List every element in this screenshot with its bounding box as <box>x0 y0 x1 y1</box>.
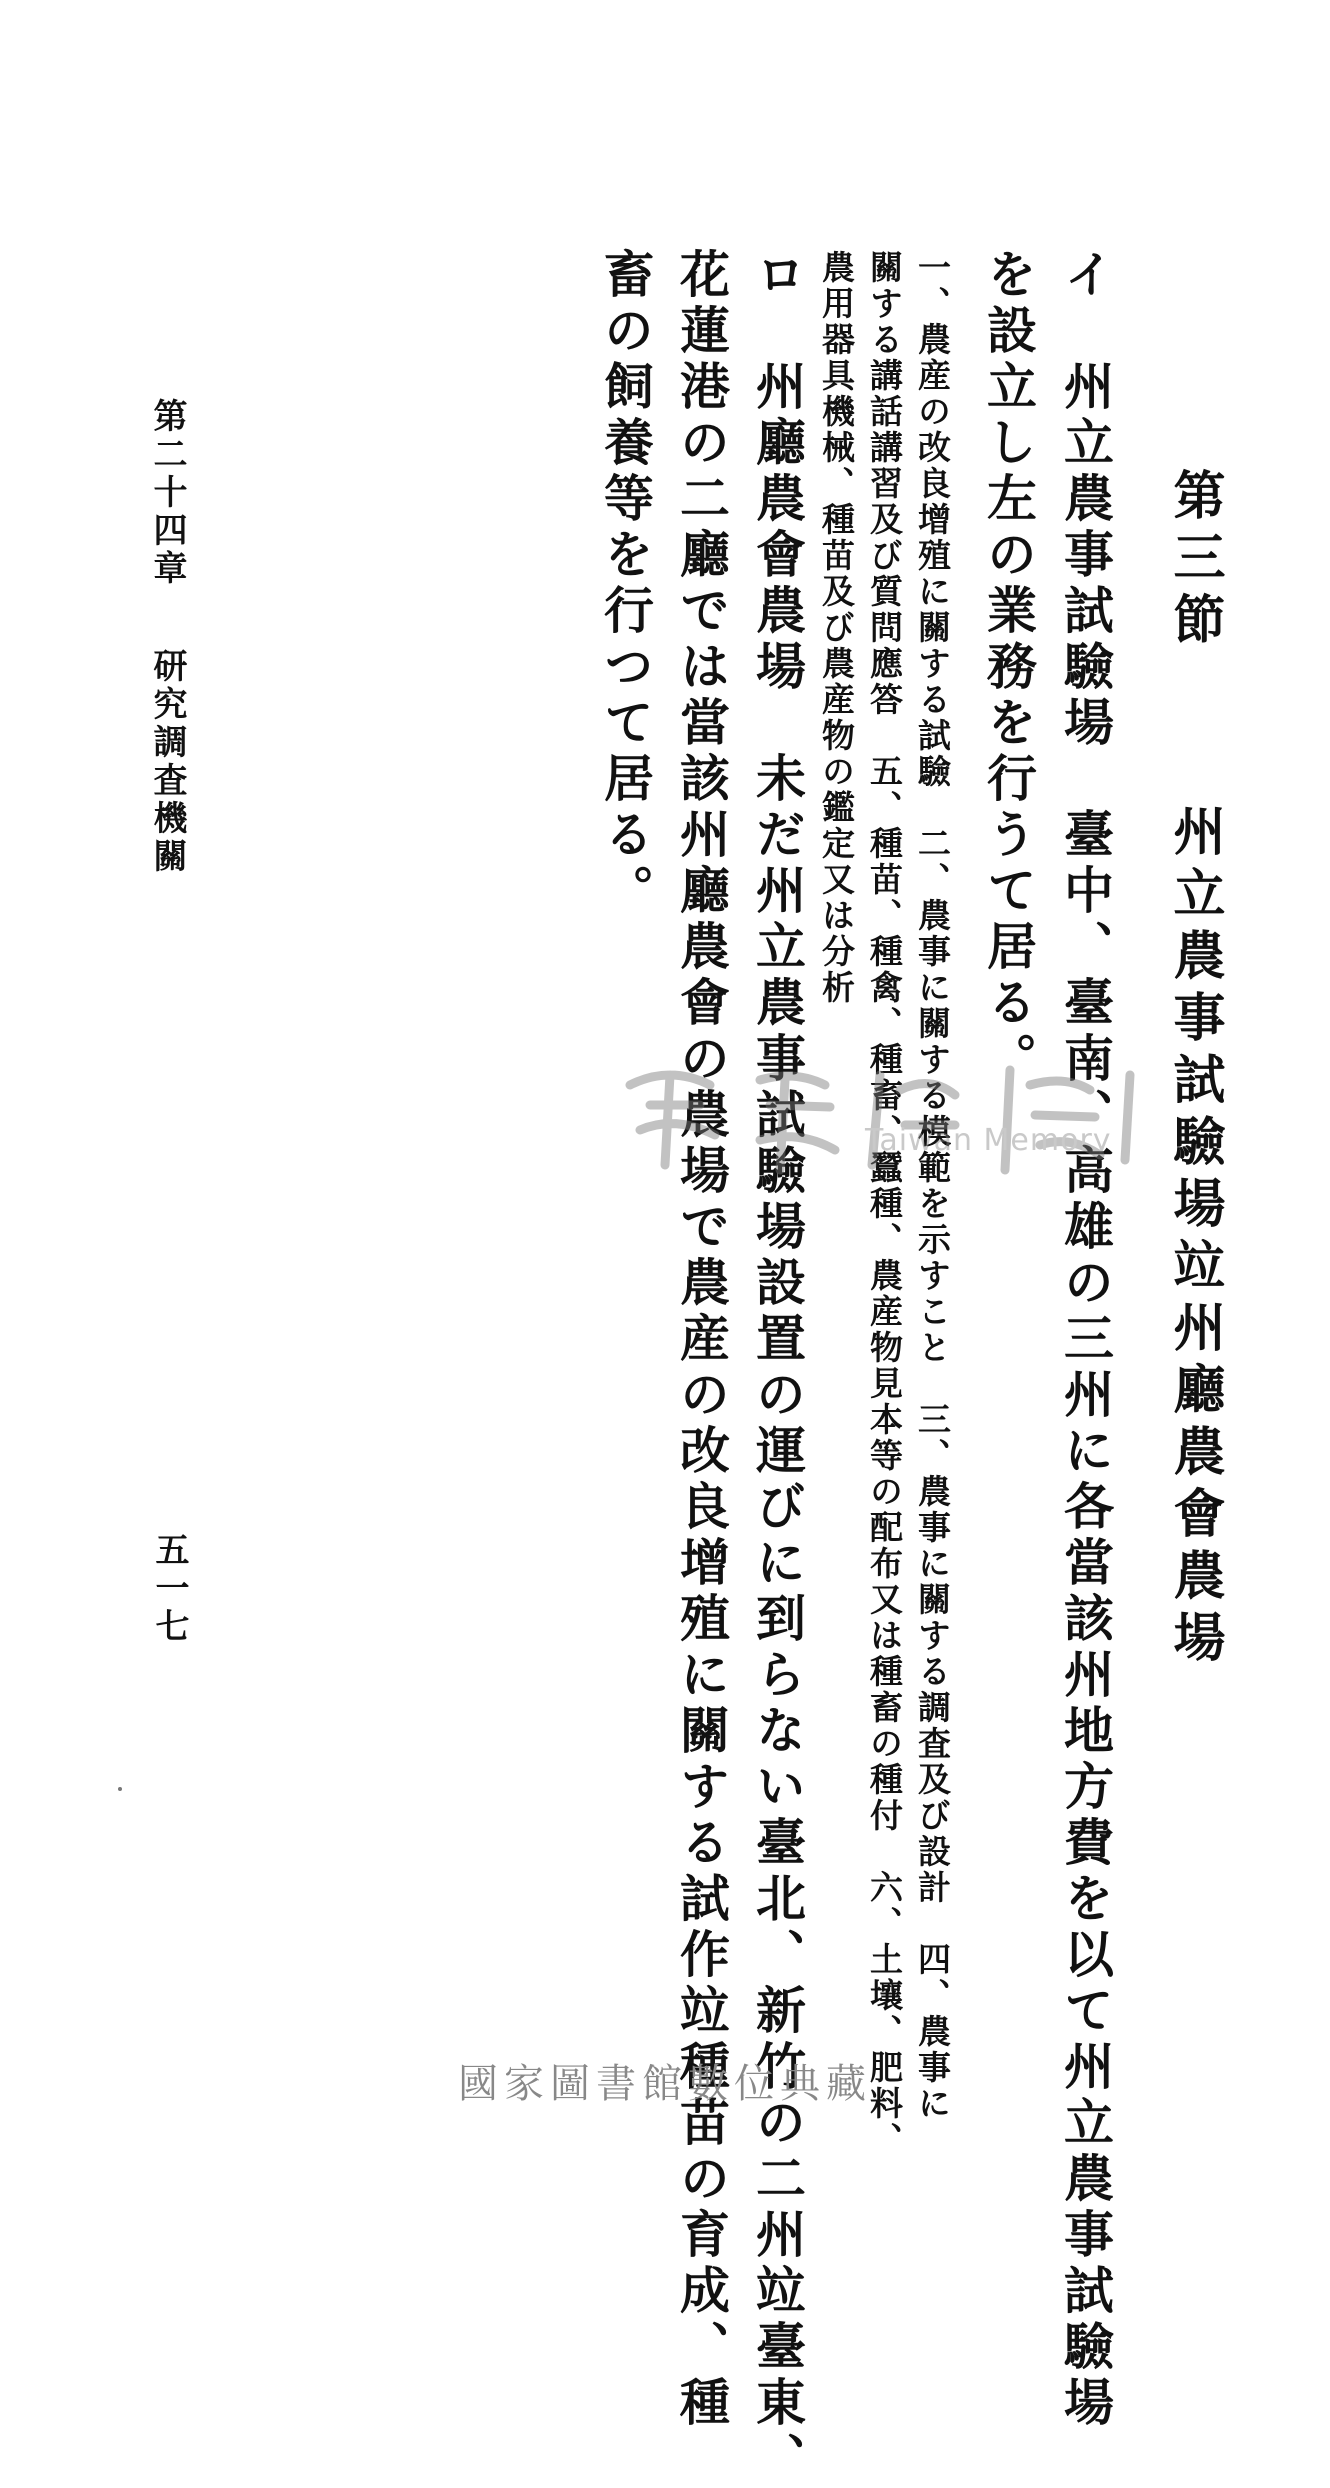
chapter-number: 第二十四章 <box>147 398 187 588</box>
section-heading <box>1164 468 1225 1672</box>
chapter-title: 研究調査機關 <box>147 648 187 876</box>
watermark-logo-icon <box>610 1045 1170 1185</box>
scan-speck <box>118 1787 122 1791</box>
library-credit: 國家圖書館數位典藏 <box>458 2061 872 2107</box>
item-ro-line-1: ロ 州廳農會農場 未だ州立農事試驗場設置の運びに到らない臺北、新竹の二州竝臺東、 <box>748 248 807 2488</box>
item-ro-line-3: 畜の飼養等を行つて居る。 <box>596 248 655 920</box>
sub-items-line-2: 關する講話講習及び質問應答 五、種苗、種禽、種畜、蠶種、農産物見本等の配布又は種畜の種付 六、土壤、肥料、 <box>865 250 904 2158</box>
section-title: 州立農事試驗場竝州廳農會農場 <box>1164 804 1225 1672</box>
running-head <box>147 398 187 876</box>
sub-items-line-1: 一、農産の改良增殖に關する試驗 二、農事に關する模範を示すこと 三、農事に關する調査及び設計 四、農事に <box>913 250 952 2122</box>
item-i-line-1: イ 州立農事試驗場 臺中、臺南、高雄の三州に各當該州地方費を以て州立農事試驗場 <box>1056 248 1115 2432</box>
watermark-latin: Taiwan Memory <box>865 1123 1112 1158</box>
taiwan-memory-watermark <box>610 1045 1170 1185</box>
section-number: 第三節 <box>1164 468 1225 654</box>
item-i-line-2: を設立し左の業務を行うて居る。 <box>979 248 1038 1088</box>
page-number: 五一七 <box>149 1532 189 1646</box>
sub-items-line-3: 農用器具機械、種苗及び農産物の鑑定又は分析 <box>817 250 856 1006</box>
item-ro-line-2: 花蓮港の二廳では當該州廳農會の農場で農産の改良增殖に關する試作竝種苗の育成、種 <box>672 248 731 2432</box>
